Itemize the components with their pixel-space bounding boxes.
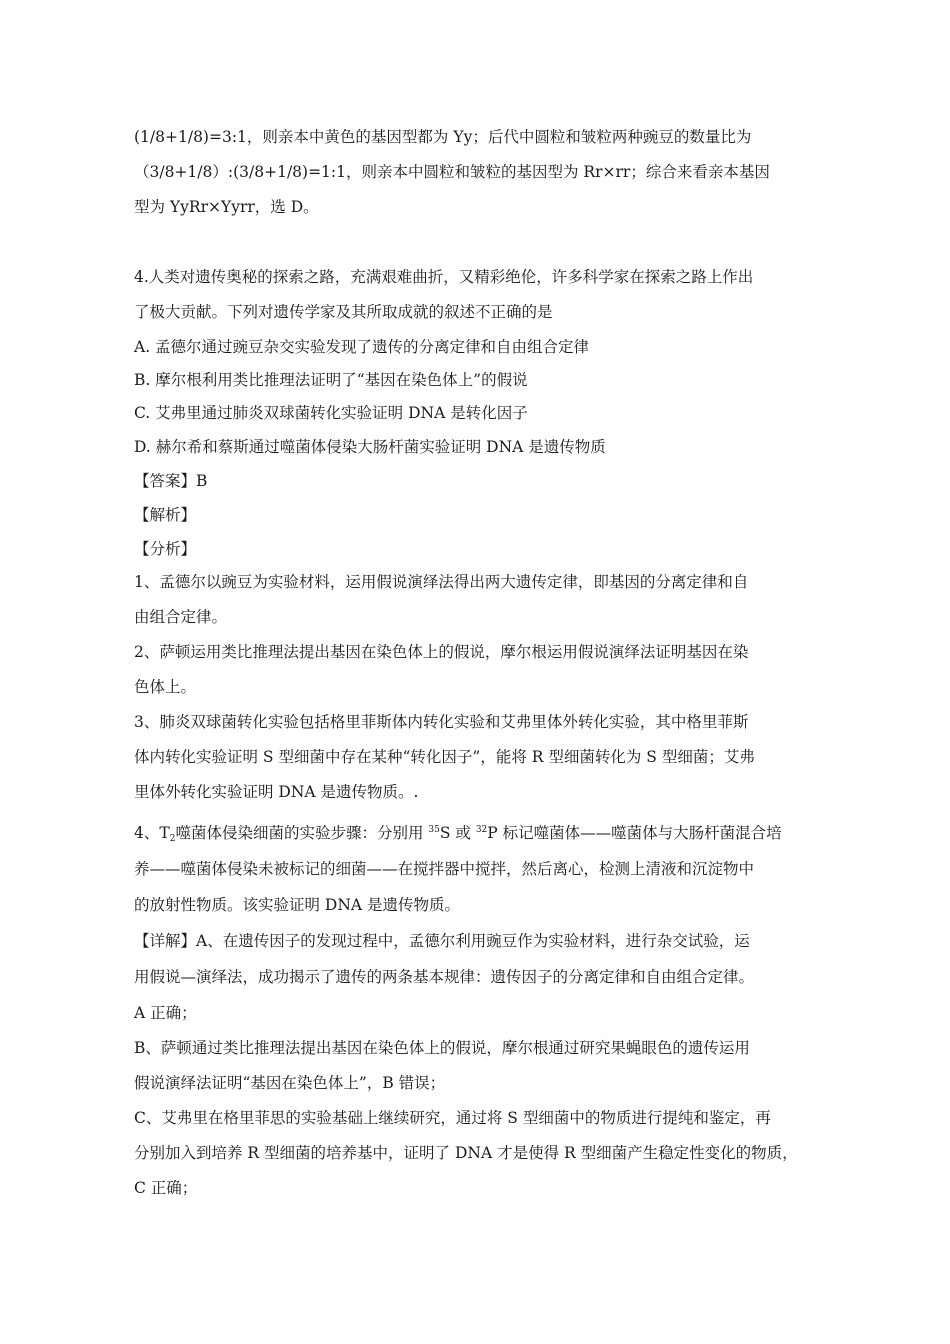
text-line: 的放射性物质。该实验证明 DNA 是遗传物质。 <box>134 896 461 914</box>
option-d: D. 赫尔希和蔡斯通过噬菌体侵染大肠杆菌实验证明 DNA 是遗传物质 <box>134 438 606 456</box>
text-line: 里体外转化实验证明 DNA 是遗传物质。. <box>134 783 419 801</box>
text-line: (1/8+1/8)=3:1，则亲本中黄色的基因型都为 Yy；后代中圆粒和皱粒两种豌豆的数量比为 <box>134 128 752 146</box>
text-span: S 或 <box>439 824 476 842</box>
question-stem: 了极大贡献。下列对遗传学家及其所取成就的叙述不正确的是 <box>134 303 553 321</box>
text-line: 用假说—演绎法，成功揭示了遗传的两条基本规律：遗传因子的分离定律和自由组合定律。 <box>134 968 755 986</box>
superscript: 32 <box>475 825 488 835</box>
text-line: A 正确； <box>134 1004 197 1022</box>
text-line: 【详解】A、在遗传因子的发现过程中，孟德尔利用豌豆作为实验材料，进行杂交试验，运 <box>134 932 750 950</box>
text-line: 2、萨顿运用类比推理法提出基因在染色体上的假说，摩尔根运用假说演绎法证明基因在染 <box>134 643 749 661</box>
text-line: 3、肺炎双球菌转化实验包括格里菲斯体内转化实验和艾弗里体外转化实验，其中格里菲斯 <box>134 713 749 731</box>
text-line: 体内转化实验证明 S 型细菌中存在某种“转化因子”，能将 R 型细菌转化为 S 型细菌；艾弗 <box>134 748 755 766</box>
answer-label: 【答案】B <box>134 472 208 490</box>
option-a: A. 孟德尔通过豌豆杂交实验发现了遗传的分离定律和自由组合定律 <box>134 338 590 356</box>
text-line: 由组合定律。 <box>134 608 228 626</box>
text-line: C、艾弗里在格里菲思的实验基础上继续研究，通过将 S 型细菌中的物质进行提纯和鉴定，再 <box>134 1109 771 1127</box>
superscript: 35 <box>428 825 440 835</box>
text-line: B、萨顿通过类比推理法提出基因在染色体上的假说，摩尔根通过研究果蝇眼色的遗传运用 <box>134 1039 750 1057</box>
analysis-heading: 【解析】 <box>134 506 197 524</box>
subscript: 2 <box>169 834 176 844</box>
step4-line <box>134 822 782 844</box>
text-span: 4、T <box>134 824 170 842</box>
text-line: （3/8+1/8）:(3/8+1/8)=1:1，则亲本中圆粒和皱粒的基因型为 Rr×rr；综合来看亲本基因 <box>134 163 770 181</box>
text-line: 养——噬菌体侵染未被标记的细菌——在搅拌器中搅拌，然后离心，检测上清液和沉淀物中 <box>134 860 755 878</box>
text-line: 色体上。 <box>134 678 197 696</box>
text-line: 分别加入到培养 R 型细菌的培养基中，证明了 DNA 才是使得 R 型细菌产生稳定性变化的物质， <box>134 1144 798 1162</box>
text-line: 型为 YyRr×Yyrr，选 D。 <box>134 198 319 216</box>
text-line: C 正确； <box>134 1179 198 1197</box>
analysis-subheading: 【分析】 <box>134 540 197 558</box>
text-span: P 标记噬菌体——噬菌体与大肠杆菌混合培 <box>487 824 782 842</box>
question-stem: 4.人类对遗传奥秘的探索之路，充满艰难曲折，又精彩绝伦，许多科学家在探索之路上作出 <box>134 268 754 286</box>
option-b: B. 摩尔根利用类比推理法证明了“基因在染色体上”的假说 <box>134 371 528 389</box>
text-line: 1、孟德尔以豌豆为实验材料，运用假说演绎法得出两大遗传定律，即基因的分离定律和自 <box>134 573 749 591</box>
option-c: C. 艾弗里通过肺炎双球菌转化实验证明 DNA 是转化因子 <box>134 404 528 422</box>
text-line: 假说演绎法证明“基因在染色体上”，B 错误； <box>134 1074 446 1092</box>
text-span: 噬菌体侵染细菌的实验步骤：分别用 <box>175 824 429 842</box>
